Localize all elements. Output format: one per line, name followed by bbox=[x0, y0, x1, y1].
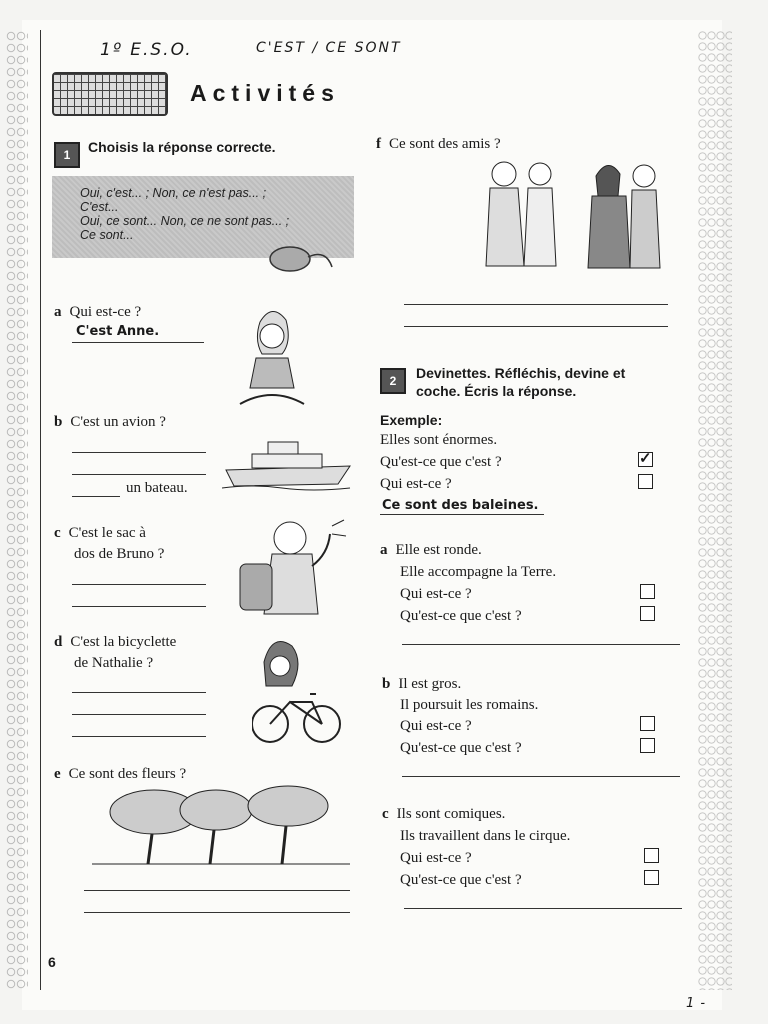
trees-illustration bbox=[92, 784, 350, 870]
keyboard-icon bbox=[52, 72, 168, 116]
item-letter: a bbox=[54, 304, 62, 320]
topic-label: C'EST / CE SONT bbox=[256, 40, 402, 56]
answer-line bbox=[72, 474, 206, 475]
page-number: 6 bbox=[48, 954, 56, 970]
item-c-question-line2: dos de Bruno ? bbox=[74, 546, 165, 562]
ship-illustration bbox=[222, 430, 354, 492]
riddle-b-line1 bbox=[382, 674, 461, 695]
item-a-question bbox=[54, 302, 141, 323]
item-f-question bbox=[376, 134, 501, 155]
page-title: Activités bbox=[190, 80, 340, 106]
item-letter: a bbox=[380, 542, 388, 558]
answer-line bbox=[402, 776, 680, 777]
question-text: C'est un avion ? bbox=[70, 414, 166, 430]
example-label: Exemple: bbox=[380, 412, 443, 428]
item-a-answer: C'est Anne. bbox=[76, 324, 160, 339]
option-line: Oui, c'est... ; Non, ce n'est pas... ; bbox=[80, 186, 267, 200]
girl-with-bicycle-illustration bbox=[252, 632, 342, 746]
answer-line bbox=[72, 452, 206, 453]
riddle-text: Ils sont comiques. bbox=[396, 806, 506, 822]
answer-line bbox=[72, 714, 206, 715]
answer-line bbox=[72, 496, 120, 497]
riddle-a-checkbox-who[interactable] bbox=[640, 584, 655, 599]
question-text: Ce sont des fleurs ? bbox=[68, 766, 187, 782]
mouse-icon bbox=[268, 245, 338, 277]
riddle-c-option-who: Qui est-ce ? bbox=[400, 850, 472, 866]
riddle-b-option-what: Qu'est-ce que c'est ? bbox=[400, 740, 522, 756]
answer-line bbox=[404, 304, 668, 305]
corner-mark: 1 - bbox=[686, 996, 707, 1011]
riddle-text: Il est gros. bbox=[398, 676, 462, 692]
item-letter: f bbox=[376, 136, 381, 152]
answer-line bbox=[404, 326, 668, 327]
answer-line bbox=[72, 692, 206, 693]
item-c-question-line1 bbox=[54, 523, 146, 544]
item-b-question bbox=[54, 412, 166, 433]
question-text: C'est le sac à bbox=[68, 525, 146, 541]
riddle-a-option-who: Qui est-ce ? bbox=[400, 586, 472, 602]
spiral-binding-right bbox=[698, 30, 732, 990]
example-checkbox-what[interactable] bbox=[638, 452, 653, 467]
question-text: Ce sont des amis ? bbox=[389, 136, 501, 152]
option-line: Ce sont... bbox=[80, 228, 134, 242]
question-text: Qui est-ce ? bbox=[69, 304, 142, 320]
example-answer: Ce sont des baleines. bbox=[382, 498, 539, 513]
answer-line bbox=[402, 644, 680, 645]
riddle-a-checkbox-what[interactable] bbox=[640, 606, 655, 621]
riddle-c-checkbox-who[interactable] bbox=[644, 848, 659, 863]
answer-line bbox=[84, 890, 350, 891]
item-letter: b bbox=[382, 676, 391, 692]
riddle-b-option-who: Qui est-ce ? bbox=[400, 718, 472, 734]
item-letter: b bbox=[54, 414, 63, 430]
example-checkbox-who[interactable] bbox=[638, 474, 653, 489]
question-text: C'est la bicyclette bbox=[70, 634, 177, 650]
item-b-completion: un bateau. bbox=[126, 480, 188, 496]
item-d-question-line1 bbox=[54, 632, 176, 653]
left-margin-rule bbox=[40, 30, 41, 990]
riddle-c-line2: Ils travaillent dans le cirque. bbox=[400, 828, 571, 844]
riddle-a-line2: Elle accompagne la Terre. bbox=[400, 564, 557, 580]
boy-with-backpack-illustration bbox=[232, 514, 352, 618]
exercise-number-1: 1 bbox=[54, 142, 80, 168]
answer-line bbox=[380, 514, 544, 515]
item-e-question bbox=[54, 764, 186, 785]
riddle-c-option-what: Qu'est-ce que c'est ? bbox=[400, 872, 522, 888]
item-d-question-line2: de Nathalie ? bbox=[74, 655, 154, 671]
riddle-a-line1 bbox=[380, 540, 482, 561]
item-letter: c bbox=[54, 525, 61, 541]
option-line: Oui, ce sont... Non, ce ne sont pas... ; bbox=[80, 214, 290, 228]
example-option-who: Qui est-ce ? bbox=[380, 476, 452, 492]
item-letter: e bbox=[54, 766, 61, 782]
course-label: 1º E.S.O. bbox=[100, 40, 193, 60]
exercise2-instruction-line2: coche. Écris la réponse. bbox=[416, 383, 577, 399]
spiral-binding-left bbox=[6, 30, 28, 990]
riddle-text: Elle est ronde. bbox=[395, 542, 482, 558]
riddle-a-option-what: Qu'est-ce que c'est ? bbox=[400, 608, 522, 624]
example-option-what: Qu'est-ce que c'est ? bbox=[380, 454, 502, 470]
girl-sitting-illustration bbox=[232, 302, 312, 410]
item-letter: d bbox=[54, 634, 63, 650]
riddle-b-checkbox-who[interactable] bbox=[640, 716, 655, 731]
riddle-c-line1 bbox=[382, 804, 505, 825]
exercise-number-2: 2 bbox=[380, 368, 406, 394]
answer-line bbox=[72, 736, 206, 737]
answer-line bbox=[72, 606, 206, 607]
riddle-b-line2: Il poursuit les romains. bbox=[400, 697, 539, 713]
exercise2-instruction-line1: Devinettes. Réfléchis, devine et bbox=[416, 365, 626, 381]
riddle-c-checkbox-what[interactable] bbox=[644, 870, 659, 885]
answer-line bbox=[72, 342, 204, 343]
riddle-b-checkbox-what[interactable] bbox=[640, 738, 655, 753]
item-letter: c bbox=[382, 806, 389, 822]
example-statement: Elles sont énormes. bbox=[380, 432, 498, 448]
answer-line bbox=[404, 908, 682, 909]
exercise1-instruction: Choisis la réponse correcte. bbox=[88, 139, 276, 155]
answer-line bbox=[84, 912, 350, 913]
answer-line bbox=[72, 584, 206, 585]
option-line: C'est... bbox=[80, 200, 119, 214]
friends-illustration bbox=[484, 156, 668, 276]
